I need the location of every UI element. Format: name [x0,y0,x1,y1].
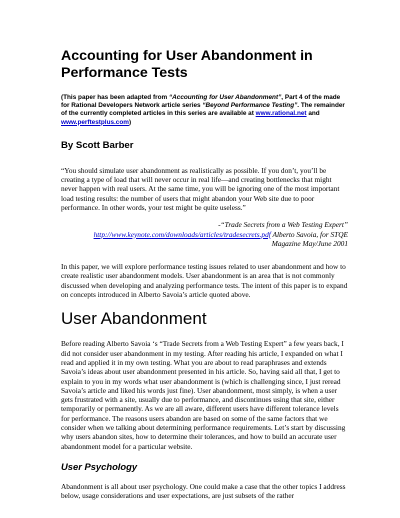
psychology-paragraph: Abandonment is all about user psychology. One could make a case that the other topics I address below, usage considerations and user expectations, are just subsets of the rather [61,481,346,501]
adaptation-note [61,94,348,127]
intro-paragraph: In this paper, we will explore performance testing issues related to user abandonment and how to create realistic user abandonment models. User abandonment is an area that is not commonly discussed when developing and analyzing performance tests. The intent of this paper is to expand on concepts introduced in Alberto Savoia’s article quoted above. [61,262,348,300]
intro-text-4: and [306,110,320,118]
section-heading: User Abandonment [61,309,207,329]
abandonment-paragraph: Before reading Alberto Savoia ‘s “Trade Secrets from a Web Testing Expert” a few years back, I did not consider user abandonment in my testing. After reading his article, I expanded on what I read and applied it in my own testing. What you are about to read paraphrases and extends Savoia’s ideas about user abandonment presented in his article. So, having said all that, I get to explain to you in my words what user abandonment is (which is challenging since, I just reread Savoia’s article and liked his words just fine). User abandonment, most simply, is when a user gets frustrated with a site, usually due to performance, and discontinues using that site, either temporarily or permanently. As we are all aware, different users have different tolerance levels for performance. The reasons users abandon are based on some of the same factors that we consider when we talking about determining performance requirements. Let’s start by discussing why users abandon sites, how to determine their tolerances, and how to build an accurate user abandonment model for a particular website. [61,339,346,451]
intro-text-2: , Part 4 of the made for Rational Developers Network article series [61,94,341,110]
intro-series-title: “Beyond Performance Testing” [202,102,298,110]
paper-title-line-1: Accounting for User Abandonment in [61,48,313,64]
subsection-heading: User Psychology [61,460,138,472]
quote-magazine: Magazine May/June 2001 [271,238,348,248]
opening-quote: “You should simulate user abandonment as realistically as possible. If you don’t, you’ll be creating a type of load that will never occur in real life—and creating bottlenecks that might never happen with real users. At the same time, you will be ignoring one of the most important load testing results: the number of users that might abandon your Web site due to poor performance. In other words, your test might be quite useless.” [61,165,340,212]
quote-source: -“Trade Secrets from a Web Testing Expert” [218,220,348,230]
keynote-article-link[interactable]: http://www.keynote.com/downloads/articles/tradesecrets.pdf [93,229,271,239]
paper-title-line-2: Performance Tests [61,65,188,81]
quote-attribution [61,220,348,248]
author-byline: By Scott Barber [61,139,134,151]
rational-link[interactable]: www.rational.net [255,110,307,118]
paper-title [61,48,348,82]
perftestplus-link[interactable]: www.perftestplus.com [61,118,129,126]
intro-text-1: (This paper has been adapted from [61,94,169,101]
intro-text-3: . The remainder of the currently completed articles in this series are available at [61,102,345,118]
quote-author: Alberto Savoia, for STQE [270,229,348,239]
intro-text-5: ) [128,118,132,126]
intro-article-title: “Accounting for User Abandonment” [168,94,282,101]
